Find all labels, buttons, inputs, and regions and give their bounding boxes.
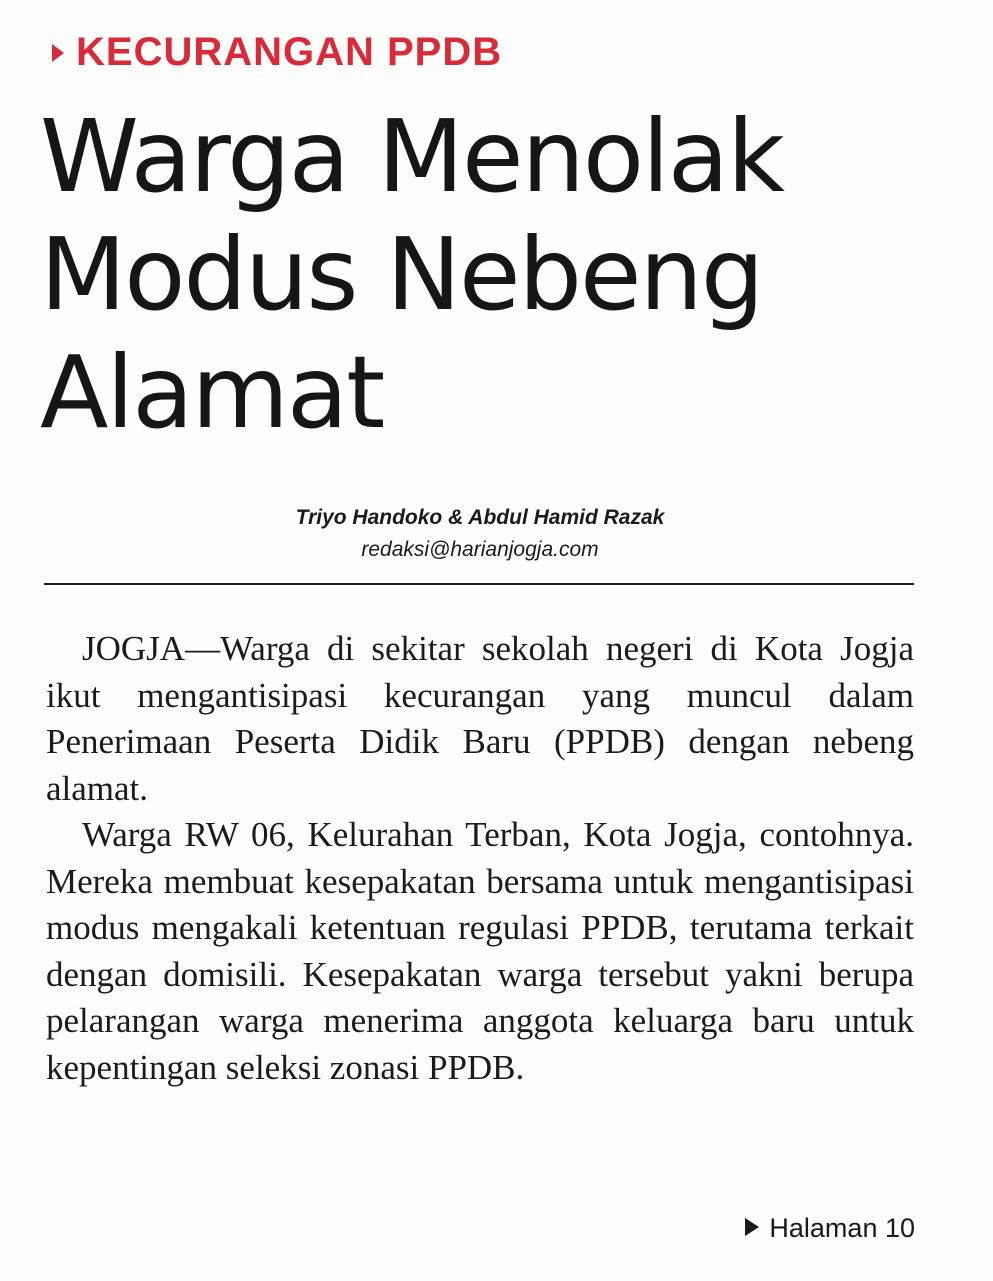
continuation-marker [745, 1210, 915, 1246]
byline-email: redaksi@harianjogja.com [361, 538, 599, 561]
triangle-right-icon [745, 1218, 759, 1236]
body-paragraph-2: Warga RW 06, Kelurahan Terban, Kota Jogja, contohnya. Mereka membuat kesepakatan bersama untuk mengantisipasi modus mengakali ketentuan regulasi PPDB, terutama terkait dengan domisili. Kesepakatan warga tersebut yakni berupa pelarangan warga menerima anggota keluarga baru untuk kepentingan seleksi zonasi PPDB. [46, 815, 914, 1087]
triangle-right-icon [52, 44, 64, 62]
byline-authors: Triyo Handoko & Abdul Hamid Razak [295, 506, 665, 529]
article-headline [40, 98, 920, 452]
headline-line-3: Alamat [40, 334, 384, 451]
headline-line-1: Warga Menolak [40, 98, 783, 215]
article-body [46, 626, 914, 1091]
headline-line-2: Modus Nebeng [40, 216, 763, 333]
divider-rule [44, 583, 914, 585]
continuation-label: Halaman 10 [769, 1213, 915, 1243]
body-paragraph-1: JOGJA—Warga di sekitar sekolah negeri di Kota Jogja ikut mengantisipasi kecurangan yang muncul dalam Penerimaan Peserta Didik Baru (PPDB) dengan nebeng alamat. [46, 629, 914, 808]
byline [0, 502, 960, 566]
section-kicker [52, 28, 502, 76]
kicker-label: KECURANGAN PPDB [76, 30, 503, 74]
